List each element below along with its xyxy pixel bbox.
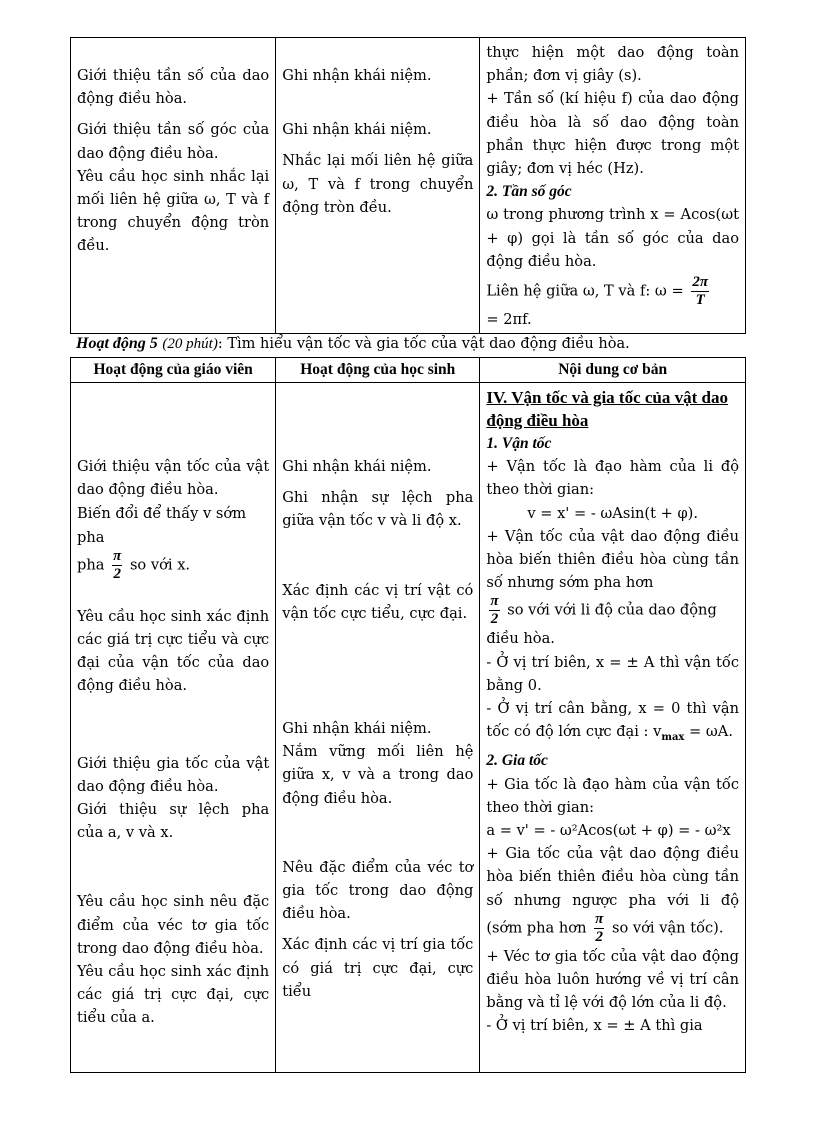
fraction-denominator: T [695, 292, 705, 309]
fraction [112, 549, 122, 582]
content-text: + Gia tốc là đạo hàm của vận tốc theo thời gian: [486, 775, 739, 816]
formula-text: = 2πf. [486, 311, 532, 329]
content-text: + Véc tơ gia tốc của vật dao động điều hòa luôn hướng về vị trí cân bằng và tỉ lệ với độ lớn của li độ. [486, 947, 739, 1012]
header-teacher: Hoạt động của giáo viên [71, 358, 276, 383]
teacher-text: Biến đổi để thấy v sớm pha [77, 505, 247, 546]
activity-time: (20 phút) [162, 336, 218, 352]
teacher-text: Yêu cầu học sinh xác định các giá trị cực tiểu và cực đại của vận tốc của dao động điều hòa. [77, 607, 270, 695]
fraction-numerator: π [490, 593, 499, 610]
student-text: Nêu đặc điểm của véc tơ gia tốc trong dao động điều hòa. [282, 858, 474, 923]
student-text: Xác định các vị trí vật có vận tốc cực tiểu, cực đại. [282, 581, 474, 622]
content-text: so với với li độ của dao động điều hòa. [486, 601, 717, 648]
teacher-text: Yêu cầu học sinh nêu đặc điểm của véc tơ gia tốc trong dao động điều hòa. [77, 893, 270, 957]
formula-text: a = v' = - ω²Acos(ωt + φ) = - ω²x [486, 821, 731, 839]
content-text: thực hiện một dao động toàn phần; đơn vị giây (s). [486, 44, 739, 85]
activity-heading: Hoạt động 5 [76, 335, 158, 352]
content-text: - Ở vị trí biên, x = ± A thì gia [486, 1017, 703, 1035]
header-student: Hoạt động của học sinh [276, 358, 480, 383]
fraction-denominator: 2 [595, 928, 603, 945]
student-text: Nhắc lại mối liên hệ giữa ω, T và f trong chuyển động tròn đều. [282, 152, 474, 216]
top-table [70, 37, 746, 334]
content-cell [480, 383, 746, 1073]
fraction-numerator: π [595, 910, 604, 927]
fraction [489, 594, 499, 627]
formula-text: Liên hệ giữa ω, T và f: ω = [486, 282, 684, 300]
student-text: Ghi nhận sự lệch pha giữa vận tốc v và li độ x. [282, 489, 474, 530]
content-cell [480, 38, 746, 334]
teacher-text: so với x. [129, 556, 191, 574]
subscript: max [661, 732, 685, 744]
subheading: 1. Vận tốc [486, 435, 552, 452]
fraction [594, 912, 604, 945]
teacher-text: Giới thiệu vận tốc của vật dao động điều hòa. [77, 458, 270, 499]
fraction-numerator: 2π [692, 274, 709, 291]
content-text: + Tần số (kí hiệu f) của dao động điều hòa là số dao động toàn phần thực hiện được trong một giây; đơn vị héc (Hz). [486, 90, 739, 178]
student-text: Nắm vững mối liên hệ giữa x, v và a trong dao động điều hòa. [282, 743, 474, 807]
content-text: + Gia tốc của vật dao động điều hòa biến thiên điều hòa cùng tần số nhưng ngược pha với li độ (sớm pha hơn [486, 845, 739, 937]
student-text: Ghi nhận khái niệm. [282, 720, 432, 738]
content-text: - Ở vị trí biên, x = ± A thì vận tốc bằng 0. [486, 653, 739, 694]
activity-table [70, 357, 746, 1073]
teacher-text: Yêu cầu học sinh xác định các giá trị cực đại, cực tiểu của a. [77, 963, 270, 1027]
student-cell [276, 383, 480, 1073]
student-text: Xác định các vị trí gia tốc có giá trị cực đại, cực tiểu [282, 936, 474, 1000]
content-text: = ωA. [689, 723, 733, 741]
teacher-text: Giới thiệu tần số của dao động điều hòa. [77, 67, 270, 108]
teacher-text: Giới thiệu sự lệch pha của a, v và x. [77, 801, 270, 842]
content-text: + Vận tốc của vật dao động điều hòa biến thiên điều hòa cùng tần số nhưng sớm pha hơn [486, 527, 739, 592]
student-text: Ghi nhận khái niệm. [282, 121, 432, 139]
student-text: Ghi nhận khái niệm. [282, 67, 432, 84]
teacher-text: Giới thiệu gia tốc của vật dao động điều hòa. [77, 754, 270, 795]
content-text: ω trong phương trình x = Acos(ωt + φ) gọi là tần số góc của dao động điều hòa. [486, 206, 739, 270]
student-cell [276, 38, 480, 334]
content-text: - Ở vị trí cân bằng, x = 0 thì vận tốc có độ lớn cực đại : v [486, 700, 739, 741]
activity-title: : Tìm hiểu vận tốc và gia tốc của vật dao động điều hòa. [217, 336, 630, 352]
section-heading: IV. Vận tốc và gia tốc của vật dao động điều hòa [486, 388, 728, 430]
teacher-cell: Giới thiệu vận tốc của vật dao động điều hòa. Biến đổi để thấy v sớm pha pha $\frac{\pi}{2}$ so với x. Yêu cầu học sinh xác định các giá trị cực tiểu và cực đại của vận tốc của dao động điều hòa. Giới thiệu gia tốc của vật dao động điều hòa. Giới thiệu sự lệch pha của a, v và x. Yêu cầu học sinh nêu đặc điểm của véc tơ gia tốc trong dao động điều hòa. Yêu cầu học sinh xác định các giá trị cực đại, cực tiểu của a. [71, 383, 276, 1073]
teacher-text: Giới thiệu tần số góc của dao động điều hòa. [77, 121, 270, 162]
teacher-cell [71, 38, 276, 334]
fraction-numerator: π [113, 547, 122, 564]
fraction [691, 275, 709, 308]
subheading: 2. Tần số góc [486, 183, 572, 201]
fraction-denominator: 2 [113, 565, 121, 582]
activity-caption [76, 334, 630, 354]
header-content: Nội dung cơ bản [480, 358, 746, 383]
student-text: Ghi nhận khái niệm. [282, 458, 432, 475]
formula-text: v = x' = - ωAsin(t + φ). [527, 504, 699, 522]
fraction-denominator: 2 [490, 611, 499, 628]
teacher-text: Yêu cầu học sinh nhắc lại mối liên hệ giữa ω, T và f trong chuyển động tròn đều. [77, 167, 270, 255]
content-text: + Vận tốc là đạo hàm của li độ theo thời gian: [486, 458, 739, 499]
content-text: so với vận tốc). [611, 919, 724, 937]
subheading: 2. Gia tốc [486, 752, 548, 770]
